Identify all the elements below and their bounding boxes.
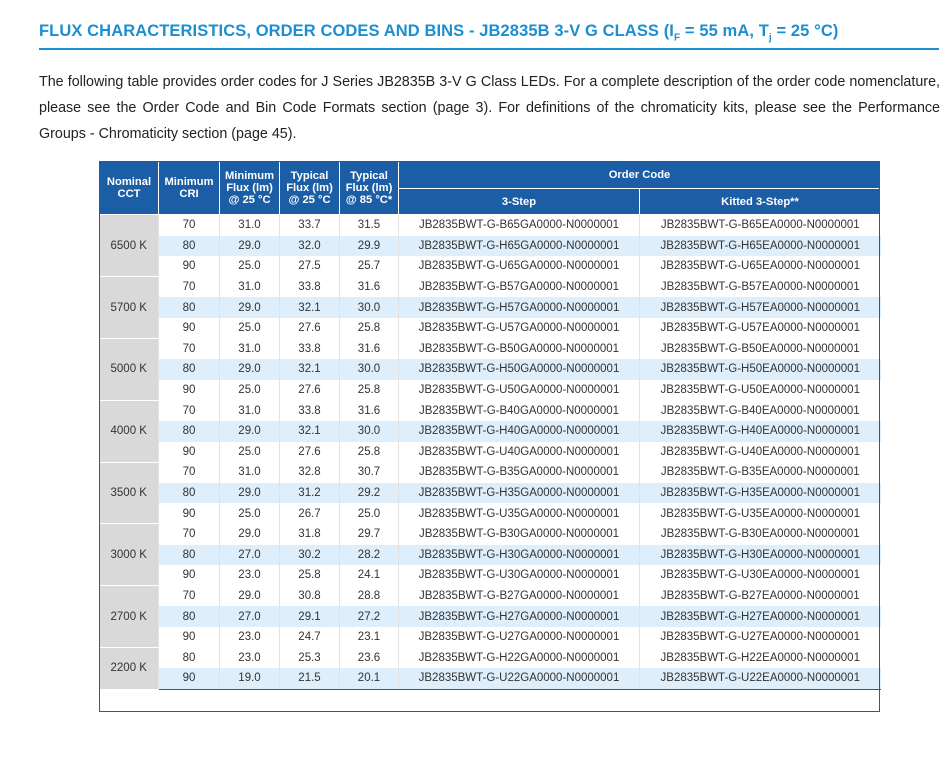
- cri-cell: 90: [159, 565, 220, 586]
- order-code-kitted-cell: JB2835BWT-G-B35EA0000-N0000001: [640, 462, 881, 483]
- order-code-kitted-cell: JB2835BWT-G-U57EA0000-N0000001: [640, 318, 881, 339]
- table-body: [100, 215, 881, 690]
- typ-flux-85-cell: 31.6: [340, 339, 399, 360]
- typ-flux-85-cell: 30.7: [340, 462, 399, 483]
- table-row: [100, 524, 881, 545]
- min-flux-cell: 23.0: [220, 647, 280, 668]
- order-code-3-step-cell: JB2835BWT-G-H22GA0000-N0000001: [399, 647, 640, 668]
- min-flux-cell: 29.0: [220, 236, 280, 257]
- header-order-code: Order Code: [399, 162, 881, 189]
- typ-flux-25-cell: 33.8: [280, 400, 340, 421]
- table-row: [100, 339, 881, 360]
- cri-cell: 70: [159, 215, 220, 236]
- cri-cell: 70: [159, 339, 220, 360]
- typ-flux-25-cell: 30.8: [280, 586, 340, 607]
- min-flux-cell: 25.0: [220, 442, 280, 463]
- title-sub-j: j: [768, 32, 772, 44]
- cri-cell: 80: [159, 236, 220, 257]
- min-flux-cell: 29.0: [220, 524, 280, 545]
- table-row: [100, 380, 881, 401]
- header-kitted-3-step: Kitted 3-Step**: [640, 189, 881, 215]
- cri-cell: 90: [159, 668, 220, 689]
- cri-cell: 70: [159, 277, 220, 298]
- table-row: [100, 400, 881, 421]
- cri-cell: 80: [159, 297, 220, 318]
- header-typ-flux-25: Typical Flux (lm) @ 25 °C: [280, 162, 340, 215]
- cri-cell: 70: [159, 400, 220, 421]
- typ-flux-25-cell: 29.1: [280, 606, 340, 627]
- order-code-kitted-cell: JB2835BWT-G-B27EA0000-N0000001: [640, 586, 881, 607]
- table-row: [100, 359, 881, 380]
- table-row: [100, 215, 881, 236]
- min-flux-cell: 19.0: [220, 668, 280, 689]
- cri-cell: 80: [159, 647, 220, 668]
- typ-flux-85-cell: 23.1: [340, 627, 399, 648]
- typ-flux-85-cell: 29.9: [340, 236, 399, 257]
- typ-flux-25-cell: 31.2: [280, 483, 340, 504]
- typ-flux-85-cell: 23.6: [340, 647, 399, 668]
- order-code-kitted-cell: JB2835BWT-G-U40EA0000-N0000001: [640, 442, 881, 463]
- order-code-kitted-cell: JB2835BWT-G-H57EA0000-N0000001: [640, 297, 881, 318]
- typ-flux-25-cell: 32.1: [280, 421, 340, 442]
- typ-flux-85-cell: 31.5: [340, 215, 399, 236]
- cri-cell: 90: [159, 627, 220, 648]
- table-row: [100, 236, 881, 257]
- min-flux-cell: 29.0: [220, 586, 280, 607]
- typ-flux-25-cell: 33.8: [280, 339, 340, 360]
- order-code-kitted-cell: JB2835BWT-G-U65EA0000-N0000001: [640, 256, 881, 277]
- typ-flux-25-cell: 27.5: [280, 256, 340, 277]
- min-flux-cell: 31.0: [220, 215, 280, 236]
- title-main: FLUX CHARACTERISTICS, ORDER CODES AND BINS - JB2835B 3-V G CLASS (I: [39, 22, 674, 40]
- typ-flux-85-cell: 28.8: [340, 586, 399, 607]
- title-mid: = 55 mA, T: [680, 22, 769, 40]
- cri-cell: 90: [159, 318, 220, 339]
- min-flux-cell: 23.0: [220, 627, 280, 648]
- order-code-3-step-cell: JB2835BWT-G-H30GA0000-N0000001: [399, 545, 640, 566]
- cri-cell: 80: [159, 545, 220, 566]
- order-code-3-step-cell: JB2835BWT-G-B30GA0000-N0000001: [399, 524, 640, 545]
- cri-cell: 70: [159, 462, 220, 483]
- cct-cell: 3500 K: [100, 462, 159, 524]
- table-row: [100, 586, 881, 607]
- table-row: [100, 462, 881, 483]
- order-code-3-step-cell: JB2835BWT-G-B35GA0000-N0000001: [399, 462, 640, 483]
- order-code-kitted-cell: JB2835BWT-G-B57EA0000-N0000001: [640, 277, 881, 298]
- cri-cell: 80: [159, 421, 220, 442]
- order-code-3-step-cell: JB2835BWT-G-B40GA0000-N0000001: [399, 400, 640, 421]
- title-sub-f: F: [674, 32, 681, 44]
- min-flux-cell: 25.0: [220, 318, 280, 339]
- order-code-3-step-cell: JB2835BWT-G-H57GA0000-N0000001: [399, 297, 640, 318]
- cri-cell: 90: [159, 256, 220, 277]
- min-flux-cell: 31.0: [220, 277, 280, 298]
- min-flux-cell: 29.0: [220, 297, 280, 318]
- cct-cell: 6500 K: [100, 215, 159, 277]
- order-code-kitted-cell: JB2835BWT-G-H22EA0000-N0000001: [640, 647, 881, 668]
- order-code-3-step-cell: JB2835BWT-G-B27GA0000-N0000001: [399, 586, 640, 607]
- typ-flux-85-cell: 31.6: [340, 277, 399, 298]
- typ-flux-85-cell: 30.0: [340, 297, 399, 318]
- typ-flux-25-cell: 24.7: [280, 627, 340, 648]
- min-flux-cell: 27.0: [220, 545, 280, 566]
- order-code-3-step-cell: JB2835BWT-G-U35GA0000-N0000001: [399, 503, 640, 524]
- table-row: [100, 442, 881, 463]
- min-flux-cell: 31.0: [220, 462, 280, 483]
- order-code-3-step-cell: JB2835BWT-G-U40GA0000-N0000001: [399, 442, 640, 463]
- min-flux-cell: 31.0: [220, 400, 280, 421]
- typ-flux-85-cell: 25.8: [340, 318, 399, 339]
- order-code-kitted-cell: JB2835BWT-G-B40EA0000-N0000001: [640, 400, 881, 421]
- order-code-kitted-cell: JB2835BWT-G-B30EA0000-N0000001: [640, 524, 881, 545]
- order-code-3-step-cell: JB2835BWT-G-B50GA0000-N0000001: [399, 339, 640, 360]
- order-code-kitted-cell: JB2835BWT-G-U30EA0000-N0000001: [640, 565, 881, 586]
- order-code-3-step-cell: JB2835BWT-G-U57GA0000-N0000001: [399, 318, 640, 339]
- table-row: [100, 297, 881, 318]
- order-code-kitted-cell: JB2835BWT-G-H30EA0000-N0000001: [640, 545, 881, 566]
- order-code-3-step-cell: JB2835BWT-G-H35GA0000-N0000001: [399, 483, 640, 504]
- order-code-3-step-cell: JB2835BWT-G-U27GA0000-N0000001: [399, 627, 640, 648]
- typ-flux-85-cell: 27.2: [340, 606, 399, 627]
- order-code-kitted-cell: JB2835BWT-G-B65EA0000-N0000001: [640, 215, 881, 236]
- typ-flux-85-cell: 24.1: [340, 565, 399, 586]
- typ-flux-85-cell: 29.2: [340, 483, 399, 504]
- typ-flux-25-cell: 27.6: [280, 380, 340, 401]
- typ-flux-85-cell: 25.7: [340, 256, 399, 277]
- typ-flux-25-cell: 32.0: [280, 236, 340, 257]
- order-code-kitted-cell: JB2835BWT-G-H40EA0000-N0000001: [640, 421, 881, 442]
- order-code-kitted-cell: JB2835BWT-G-U50EA0000-N0000001: [640, 380, 881, 401]
- min-flux-cell: 29.0: [220, 483, 280, 504]
- typ-flux-85-cell: 25.8: [340, 380, 399, 401]
- order-code-kitted-cell: JB2835BWT-G-H35EA0000-N0000001: [640, 483, 881, 504]
- typ-flux-25-cell: 25.8: [280, 565, 340, 586]
- order-code-3-step-cell: JB2835BWT-G-H65GA0000-N0000001: [399, 236, 640, 257]
- typ-flux-85-cell: 29.7: [340, 524, 399, 545]
- cct-cell: 5000 K: [100, 339, 159, 401]
- order-code-3-step-cell: JB2835BWT-G-H50GA0000-N0000001: [399, 359, 640, 380]
- title-end: = 25 °C): [771, 22, 839, 40]
- min-flux-cell: 31.0: [220, 339, 280, 360]
- typ-flux-25-cell: 27.6: [280, 318, 340, 339]
- cri-cell: 90: [159, 442, 220, 463]
- order-code-3-step-cell: JB2835BWT-G-H40GA0000-N0000001: [399, 421, 640, 442]
- typ-flux-25-cell: 21.5: [280, 668, 340, 689]
- typ-flux-25-cell: 25.3: [280, 647, 340, 668]
- cri-cell: 80: [159, 359, 220, 380]
- table-row: [100, 483, 881, 504]
- order-code-kitted-cell: JB2835BWT-G-U35EA0000-N0000001: [640, 503, 881, 524]
- typ-flux-85-cell: 30.0: [340, 421, 399, 442]
- order-code-3-step-cell: JB2835BWT-G-U30GA0000-N0000001: [399, 565, 640, 586]
- typ-flux-85-cell: 30.0: [340, 359, 399, 380]
- typ-flux-25-cell: 33.7: [280, 215, 340, 236]
- header-nominal-cct: Nominal CCT: [100, 162, 159, 215]
- typ-flux-85-cell: 25.0: [340, 503, 399, 524]
- order-code-kitted-cell: JB2835BWT-G-H65EA0000-N0000001: [640, 236, 881, 257]
- cri-cell: 80: [159, 483, 220, 504]
- typ-flux-25-cell: 32.1: [280, 297, 340, 318]
- typ-flux-85-cell: 20.1: [340, 668, 399, 689]
- table-row: [100, 565, 881, 586]
- cct-cell: 3000 K: [100, 524, 159, 586]
- table-row: [100, 277, 881, 298]
- typ-flux-25-cell: 32.8: [280, 462, 340, 483]
- min-flux-cell: 25.0: [220, 380, 280, 401]
- min-flux-cell: 29.0: [220, 421, 280, 442]
- order-code-3-step-cell: JB2835BWT-G-B57GA0000-N0000001: [399, 277, 640, 298]
- table-row: [100, 606, 881, 627]
- min-flux-cell: 23.0: [220, 565, 280, 586]
- table-row: [100, 318, 881, 339]
- typ-flux-85-cell: 28.2: [340, 545, 399, 566]
- typ-flux-25-cell: 30.2: [280, 545, 340, 566]
- order-code-3-step-cell: JB2835BWT-G-U50GA0000-N0000001: [399, 380, 640, 401]
- header-3-step: 3-Step: [399, 189, 640, 215]
- header-min-flux: Minimum Flux (lm) @ 25 °C: [220, 162, 280, 215]
- order-code-3-step-cell: JB2835BWT-G-U22GA0000-N0000001: [399, 668, 640, 689]
- order-code-3-step-cell: JB2835BWT-G-U65GA0000-N0000001: [399, 256, 640, 277]
- min-flux-cell: 25.0: [220, 256, 280, 277]
- cri-cell: 90: [159, 503, 220, 524]
- typ-flux-85-cell: 31.6: [340, 400, 399, 421]
- table-row: [100, 421, 881, 442]
- cct-cell: 4000 K: [100, 400, 159, 462]
- min-flux-cell: 25.0: [220, 503, 280, 524]
- typ-flux-25-cell: 27.6: [280, 442, 340, 463]
- order-code-kitted-cell: JB2835BWT-G-H50EA0000-N0000001: [640, 359, 881, 380]
- table-row: [100, 668, 881, 689]
- cct-cell: 5700 K: [100, 277, 159, 339]
- table-row: [100, 627, 881, 648]
- header-typ-flux-85: Typical Flux (lm) @ 85 °C*: [340, 162, 399, 215]
- header-min-cri: Minimum CRI: [159, 162, 220, 215]
- cct-cell: 2700 K: [100, 586, 159, 648]
- order-code-3-step-cell: JB2835BWT-G-B65GA0000-N0000001: [399, 215, 640, 236]
- order-code-kitted-cell: JB2835BWT-G-H27EA0000-N0000001: [640, 606, 881, 627]
- order-code-kitted-cell: JB2835BWT-G-U27EA0000-N0000001: [640, 627, 881, 648]
- cri-cell: 80: [159, 606, 220, 627]
- min-flux-cell: 29.0: [220, 359, 280, 380]
- table-row: [100, 647, 881, 668]
- page-title: [39, 22, 838, 43]
- order-code-kitted-cell: JB2835BWT-G-B50EA0000-N0000001: [640, 339, 881, 360]
- table-row: [100, 503, 881, 524]
- typ-flux-25-cell: 26.7: [280, 503, 340, 524]
- min-flux-cell: 27.0: [220, 606, 280, 627]
- title-divider: [39, 48, 939, 50]
- cri-cell: 70: [159, 524, 220, 545]
- order-code-3-step-cell: JB2835BWT-G-H27GA0000-N0000001: [399, 606, 640, 627]
- typ-flux-25-cell: 32.1: [280, 359, 340, 380]
- table-row: [100, 545, 881, 566]
- cri-cell: 70: [159, 586, 220, 607]
- order-code-kitted-cell: JB2835BWT-G-U22EA0000-N0000001: [640, 668, 881, 689]
- cct-cell: 2200 K: [100, 647, 159, 689]
- flux-table: [99, 161, 881, 690]
- table-row: [100, 256, 881, 277]
- typ-flux-85-cell: 25.8: [340, 442, 399, 463]
- cri-cell: 90: [159, 380, 220, 401]
- intro-paragraph: The following table provides order codes for J Series JB2835B 3-V G Class LEDs. For a complete description of the order code nomenclature, please see the Order Code and Bin Code Formats section (page 3). For definitions of the chromaticity kits, please see the Performance Groups - Chromaticity section (page 45).: [39, 74, 940, 142]
- typ-flux-25-cell: 33.8: [280, 277, 340, 298]
- typ-flux-25-cell: 31.8: [280, 524, 340, 545]
